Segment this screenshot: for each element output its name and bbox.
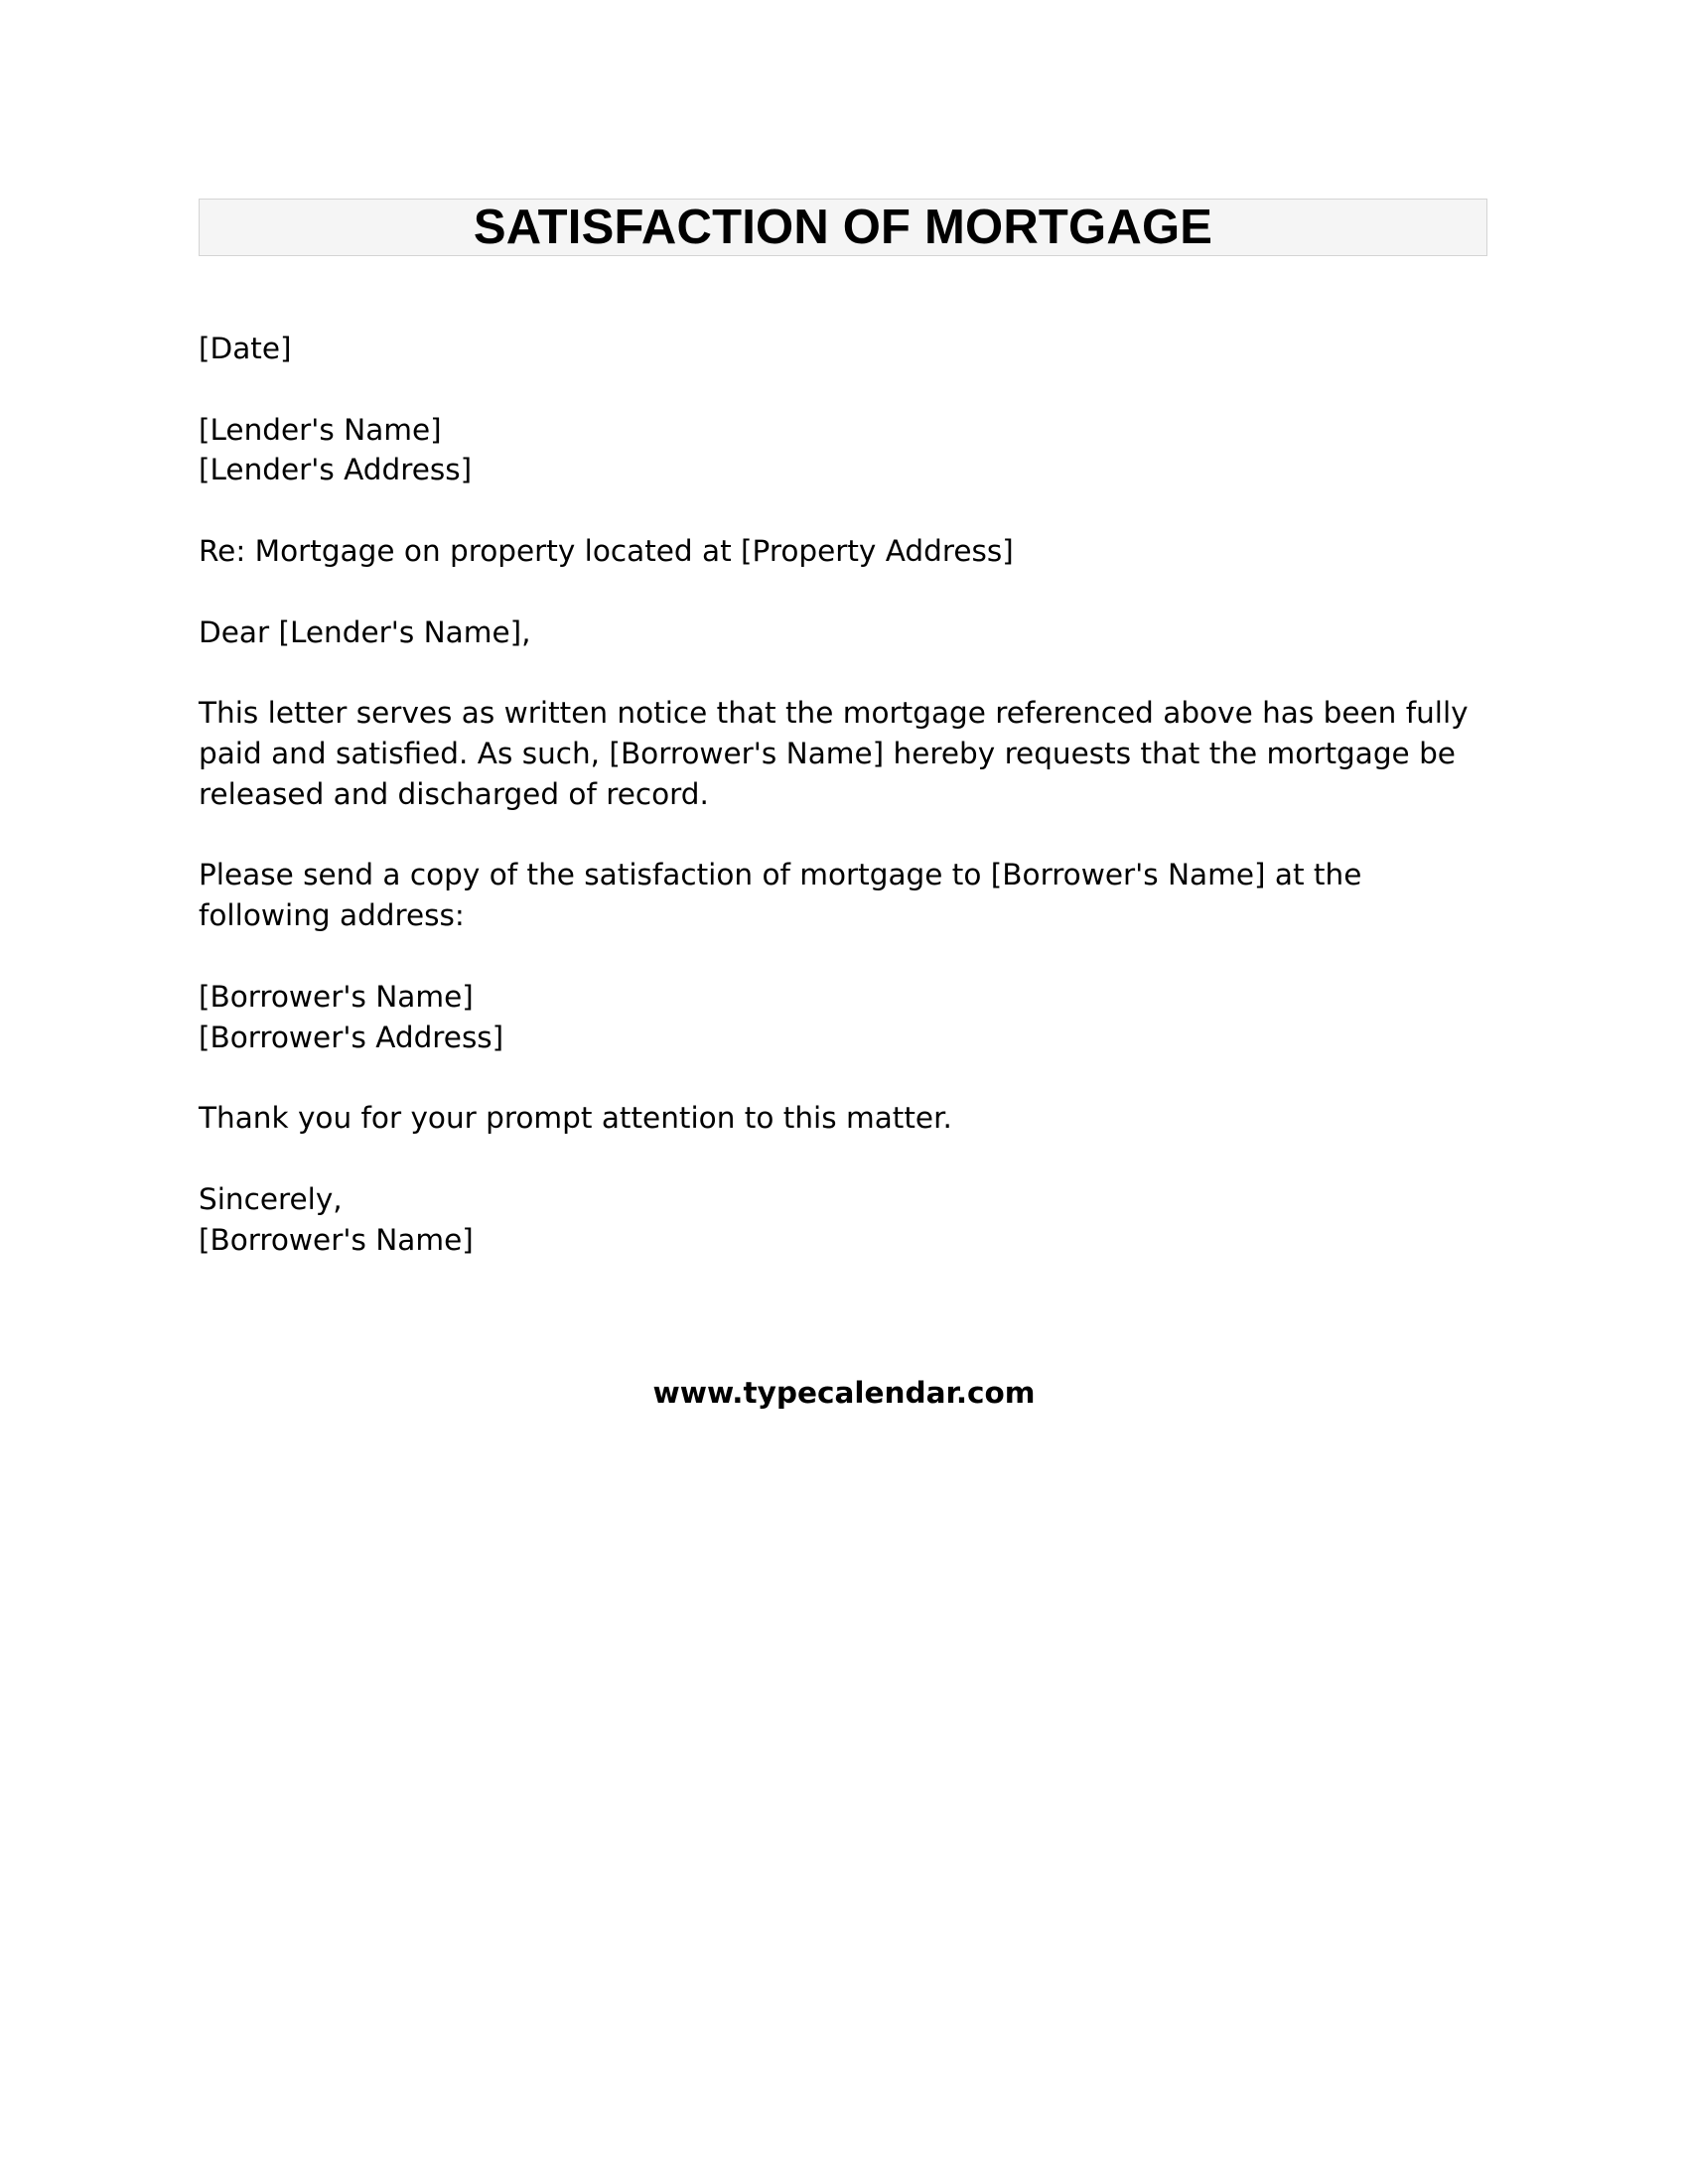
lender-block — [199, 410, 1489, 491]
borrower-block — [199, 977, 1489, 1058]
lender-name: [Lender's Name] — [199, 412, 442, 447]
borrower-name: [Borrower's Name] — [199, 979, 474, 1014]
closing-word: Sincerely, — [199, 1181, 343, 1216]
borrower-address: [Borrower's Address] — [199, 1020, 504, 1054]
salutation: Dear [Lender's Name], — [199, 614, 531, 649]
closing-sentence: Thank you for your prompt attention to this matter. — [199, 1101, 952, 1136]
footer-website: www.typecalendar.com — [652, 1376, 1036, 1410]
paragraph-notice: This letter serves as written notice that the mortgage referenced above has been fully paid and satisfied. As such, [Borrower's Name] hereby requests that the mortgage be released and discharged of record. — [199, 696, 1469, 811]
title-banner — [199, 199, 1487, 256]
lender-address: [Lender's Address] — [199, 453, 473, 487]
re-line: Re: Mortgage on property located at [Property Address] — [199, 533, 1014, 568]
paragraph-request: Please send a copy of the satisfaction of mortgage to [Borrower's Name] at the following address: — [199, 858, 1362, 933]
letter-body — [199, 329, 1489, 1300]
document-title: SATISFACTION OF MORTGAGE — [473, 200, 1213, 254]
date-line: [Date] — [199, 332, 292, 365]
signature-block — [199, 1179, 1489, 1261]
signature-name: [Borrower's Name] — [199, 1222, 474, 1257]
